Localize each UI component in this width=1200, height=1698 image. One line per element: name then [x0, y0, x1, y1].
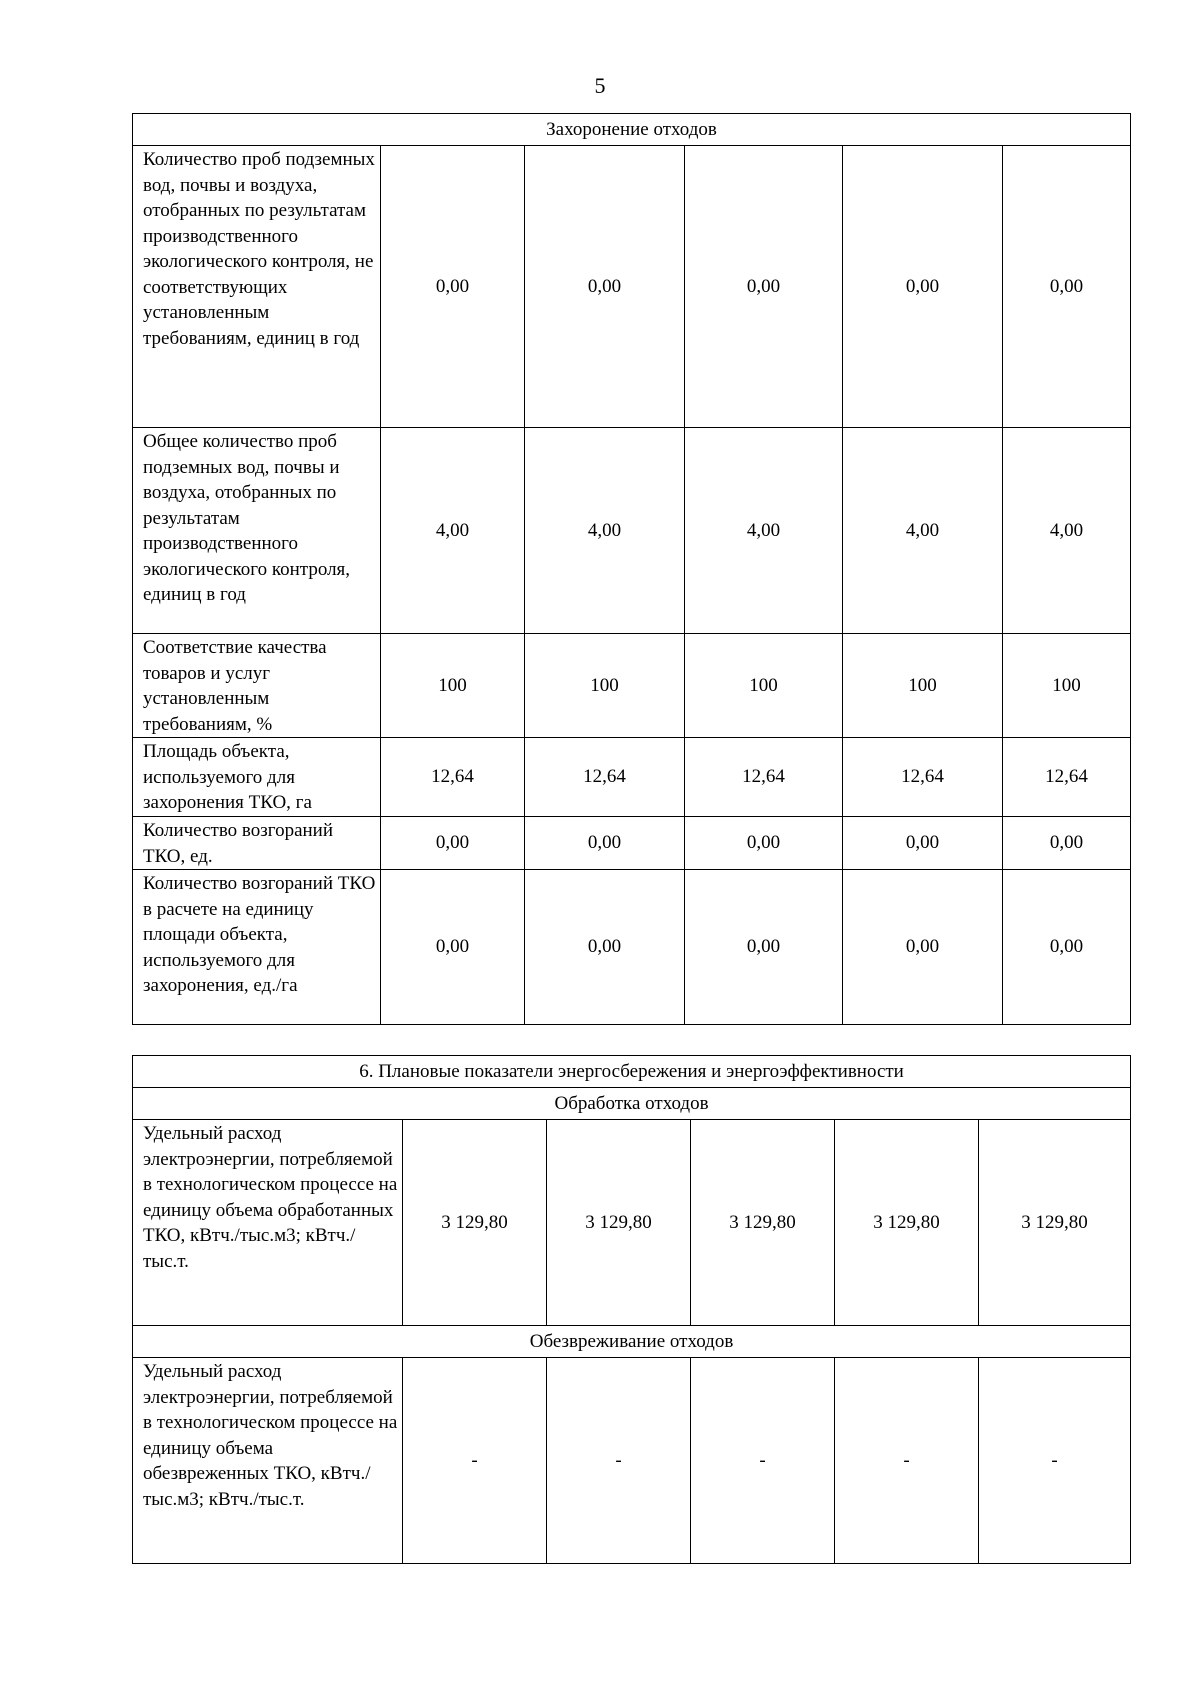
value-cell: 12,64	[685, 738, 843, 817]
row-label: Удельный расход электроэнергии, потребляемой в технологическом процессе на единицу объема обработанных ТКО, кВтч./тыс.м3; кВтч./тыс.т.	[133, 1120, 403, 1326]
table-row	[133, 1358, 1131, 1564]
value-cell: 4,00	[685, 428, 843, 634]
value-cell: 3 129,80	[547, 1120, 691, 1326]
table-row	[133, 1120, 1131, 1326]
value-cell: -	[403, 1358, 547, 1564]
section-title-waste-processing: Обработка отходов	[133, 1088, 1131, 1120]
value-cell: 12,64	[1003, 738, 1131, 817]
value-cell: 0,00	[381, 146, 525, 428]
value-cell: 4,00	[381, 428, 525, 634]
table-row	[133, 428, 1131, 634]
value-cell: 0,00	[685, 146, 843, 428]
waste-burial-table	[132, 113, 1131, 1025]
value-cell: 0,00	[525, 146, 685, 428]
value-cell: 3 129,80	[403, 1120, 547, 1326]
page-number: 5	[594, 73, 606, 98]
value-cell: 0,00	[525, 870, 685, 1025]
value-cell: 4,00	[843, 428, 1003, 634]
value-cell: 4,00	[1003, 428, 1131, 634]
table-row	[133, 738, 1131, 817]
table-title-energy-efficiency: 6. Плановые показатели энергосбережения и энергоэффективности	[133, 1056, 1131, 1088]
value-cell: 0,00	[843, 146, 1003, 428]
value-cell: -	[979, 1358, 1131, 1564]
section-title-waste-neutralization: Обезвреживание отходов	[133, 1326, 1131, 1358]
section-header-row	[133, 114, 1131, 146]
row-label: Удельный расход электроэнергии, потребляемой в технологическом процессе на единицу объема обезвреженных ТКО, кВтч./тыс.м3; кВтч./тыс.т.	[133, 1358, 403, 1564]
table-row	[133, 146, 1131, 428]
row-label: Площадь объекта, используемого для захоронения ТКО, га	[133, 738, 381, 817]
row-label: Количество возгораний ТКО в расчете на единицу площади объекта, используемого для захоронения, ед./га	[133, 870, 381, 1025]
value-cell: 0,00	[1003, 817, 1131, 870]
value-cell: 0,00	[843, 870, 1003, 1025]
value-cell: -	[691, 1358, 835, 1564]
row-label: Количество возгораний ТКО, ед.	[133, 817, 381, 870]
table-row	[133, 634, 1131, 738]
value-cell: 100	[843, 634, 1003, 738]
value-cell: -	[547, 1358, 691, 1564]
table-row	[133, 817, 1131, 870]
row-label: Соответствие качества товаров и услуг установленным требованиям, %	[133, 634, 381, 738]
section-header-row	[133, 1088, 1131, 1120]
value-cell: 0,00	[1003, 870, 1131, 1025]
value-cell: 3 129,80	[835, 1120, 979, 1326]
value-cell: 100	[1003, 634, 1131, 738]
value-cell: 0,00	[525, 817, 685, 870]
value-cell: 12,64	[381, 738, 525, 817]
value-cell: 0,00	[685, 817, 843, 870]
row-label: Количество проб подземных вод, почвы и воздуха, отобранных по результатам производственного экологического контроля, не соответствующих установленным требованиям, единиц в год	[133, 146, 381, 428]
value-cell: 0,00	[381, 870, 525, 1025]
value-cell: -	[835, 1358, 979, 1564]
value-cell: 4,00	[525, 428, 685, 634]
value-cell: 12,64	[525, 738, 685, 817]
value-cell: 100	[525, 634, 685, 738]
value-cell: 3 129,80	[979, 1120, 1131, 1326]
section-header-row	[133, 1326, 1131, 1358]
value-cell: 100	[685, 634, 843, 738]
table-row	[133, 870, 1131, 1025]
section-title-waste-burial: Захоронение отходов	[133, 114, 1131, 146]
value-cell: 0,00	[843, 817, 1003, 870]
table-title-row	[133, 1056, 1131, 1088]
value-cell: 100	[381, 634, 525, 738]
energy-efficiency-table	[132, 1055, 1131, 1564]
row-label: Общее количество проб подземных вод, почвы и воздуха, отобранных по результатам производственного экологического контроля, единиц в год	[133, 428, 381, 634]
value-cell: 3 129,80	[691, 1120, 835, 1326]
value-cell: 0,00	[381, 817, 525, 870]
value-cell: 0,00	[1003, 146, 1131, 428]
value-cell: 0,00	[685, 870, 843, 1025]
value-cell: 12,64	[843, 738, 1003, 817]
